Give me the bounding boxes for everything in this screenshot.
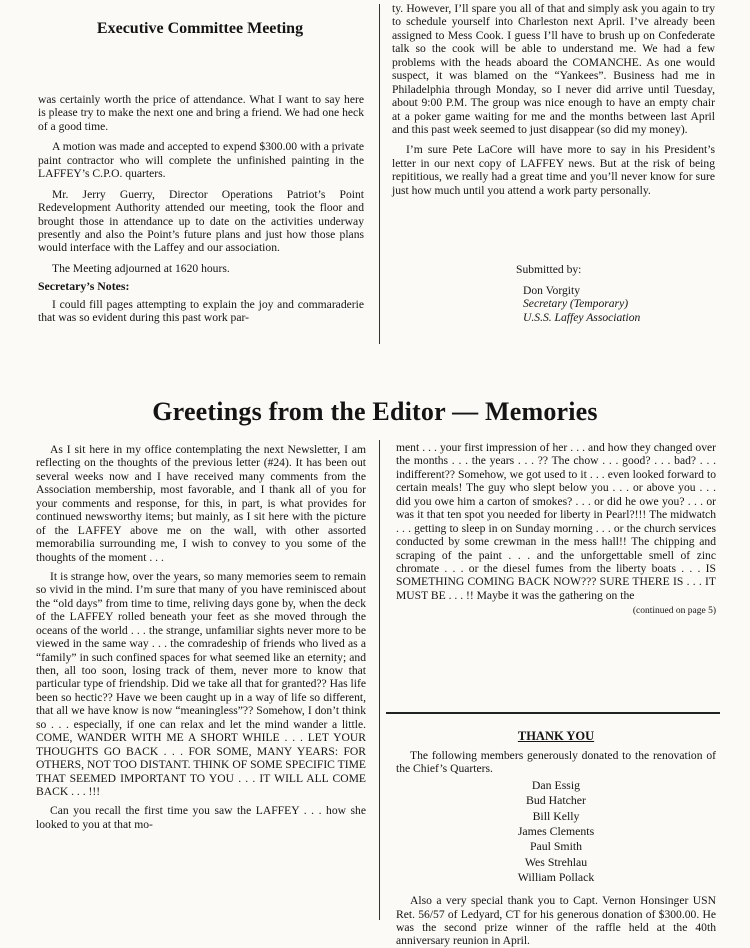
exec-paragraph-6: ty. However, I’ll spare you all of that and simply ask you again to try to schedule yourself into Charleston next April. I’ve already been assigned to Mess Cook. I guess I’ll have to brush up on Confederate talk so the cook will be able to understand me. We had a few problems with the heads aboard the COMANCHE. As one would suspect, it was blamed on the “Yankees”. Business had me in Philadelphia through Monday, so I never did arrive until Tuesday, about 9:00 P.M. The group was nice enough to have an empty chair at a poker game waiting for me and the months between last April and this past week seemed to just disappear (so did my money). [392, 2, 715, 136]
editor-title: Greetings from the Editor — Memories [152, 397, 598, 426]
signature-block [516, 263, 726, 325]
continued-note: (continued on page 5) [632, 606, 716, 617]
donor-name: James Clements [517, 823, 595, 838]
exec-paragraph-3: Mr. Jerry Guerry, Director Operations Patriot’s Point Redevelopment Authority attended our meeting, took the floor and brought those in attendance up to date on the activities underway presently and also the Point’s future plans and just how those plans would interface with the Laffey and our association. [38, 187, 364, 255]
donor-list [396, 778, 716, 885]
exec-paragraph-2: A motion was made and accepted to expend $300.00 with a private paint contractor who will complete the unfinished painting in the LAFFEY’s C.P.O. quarters. [38, 140, 364, 181]
column-divider-bottom [379, 440, 380, 920]
exec-right-column [392, 2, 715, 197]
signature-title: Secretary (Temporary) [523, 297, 629, 311]
exec-paragraph-4: The Meeting adjourned at 1620 hours. [52, 261, 230, 275]
donor-name: Dan Essig [531, 777, 581, 792]
thank-you-section [396, 729, 716, 948]
editor-paragraph-2: It is strange how, over the years, so many memories seem to remain so vivid in the mind. I’m sure that many of you have reminisced about the “old days” from time to time, reliving days gone by, when the deck of the LAFFEY rolled beneath your feet as she moved through the oceans of the world . . . the strange, unfamiliar sights never more to be viewed in the same way . . . the comradeship of friends who lived as a “family” in such confined spaces for what seemed like an eternity; and then, all too soon, losing track of them, never more to know that particular type of friendship. Did we take all that for granted?? Has life been so hectic?? Have we been caught up in a way of life so different, that all we have know is now “meaningless”?? Somehow, I don’t think so . . . especially, if one can relax and let the mind wander a little. COME, WANDER WITH ME A SHORT WHILE . . . LET YOUR THOUGHTS GO BACK . . . FOR SOME, MANY YEARS: FOR OTHERS, NOT TOO DISTANT. THINK OF SOME SPECIFIC TIME THAT SEEMED IMPORTANT TO YOU . . . IT WILL ALL COME BACK . . . !!! [36, 569, 366, 798]
signature-organization: U.S.S. Laffey Association [523, 311, 641, 325]
editor-paragraph-3: Can you recall the first time you saw the LAFFEY . . . how she looked to you at that mo- [36, 804, 366, 831]
donor-name: Wes Strehlau [524, 854, 588, 869]
exec-paragraph-5: I could fill pages attempting to explain the joy and commaraderie that was so evident during this past work par- [38, 297, 364, 325]
donor-name: Bud Hatcher [526, 793, 586, 808]
secretary-notes-heading: Secretary’s Notes: [38, 279, 130, 294]
donor-name: Paul Smith [529, 839, 583, 854]
thank-you-closing: Also a very special thank you to Capt. Vernon Honsinger USN Ret. 56/57 of Ledyard, CT for his generous donation of $300.00. He was the second prize winner of the raffle held at the 40th anniversary reunion in April. [396, 894, 716, 948]
donor-name: Bill Kelly [532, 808, 580, 823]
signature-name: Don Vorgity [523, 283, 581, 297]
donor-name: William Pollack [517, 869, 595, 884]
submitted-by-label: Submitted by: [516, 263, 582, 276]
exec-title: Executive Committee Meeting [96, 20, 304, 37]
editor-paragraph-4: ment . . . your first impression of her . . . and how they changed over the months . . . the years . . . ?? The chow . . . good? . . . bad? . . . indifferent?? Somehow, we got used to it . . . even looked forward to certain meals! The guy who slept below you . . . or above you . . . did you owe him a carton of smokes? . . . or did he owe you? . . . or was it that ten spot you needed for liberty in Pearl?!!! The midwatch . . . getting to sleep in on Sunday morning . . . or the church services conducted by some crewman in the mess hall!! The chipping and scraping of the paint . . . and the unforgettable smell of zinc chromate . . . or the diesel fumes from the liberty boats . . . IS SOMETHING COMING BACK NOW??? SURE THERE IS . . . IT MUST BE . . . !! Maybe it was the gathering on the [396, 441, 716, 602]
column-divider-top [379, 4, 380, 344]
thank-you-divider [386, 712, 720, 714]
thank-you-title: THANK YOU [517, 729, 595, 743]
exec-paragraph-1: was certainly worth the price of attendance. What I want to say here is please try to make the next one and bring a friend. We had one heck of a good time. [38, 93, 364, 133]
exec-left-column [38, 93, 364, 325]
exec-paragraph-7: I’m sure Pete LaCore will have more to say in his President’s letter in our next copy of LAFFEY news. But at the risk of being repititious, we really had a great time and you’ll never know for sure just how much until you attend a work party personally. [392, 143, 715, 197]
editor-left-column [36, 443, 366, 831]
editor-right-column [396, 441, 716, 617]
thank-you-intro: The following members generously donated to the renovation of the Chief’s Quarters. [396, 749, 716, 776]
editor-paragraph-1: As I sit here in my office contemplating the next Newsletter, I am reflecting on the thoughts of the previous letter (#24). It has been out several weeks now and I have received many comments from the Association membership, most favorable, and I thank all of you for your comments and response, for this, in part, is what provides for continued newsworthy items; but mainly, as I sit here with the picture of the LAFFEY above me on the wall, with other assorted memorabilia surrounding me, I wish to convey to you some of the thoughts of the moment . . . [36, 443, 366, 564]
